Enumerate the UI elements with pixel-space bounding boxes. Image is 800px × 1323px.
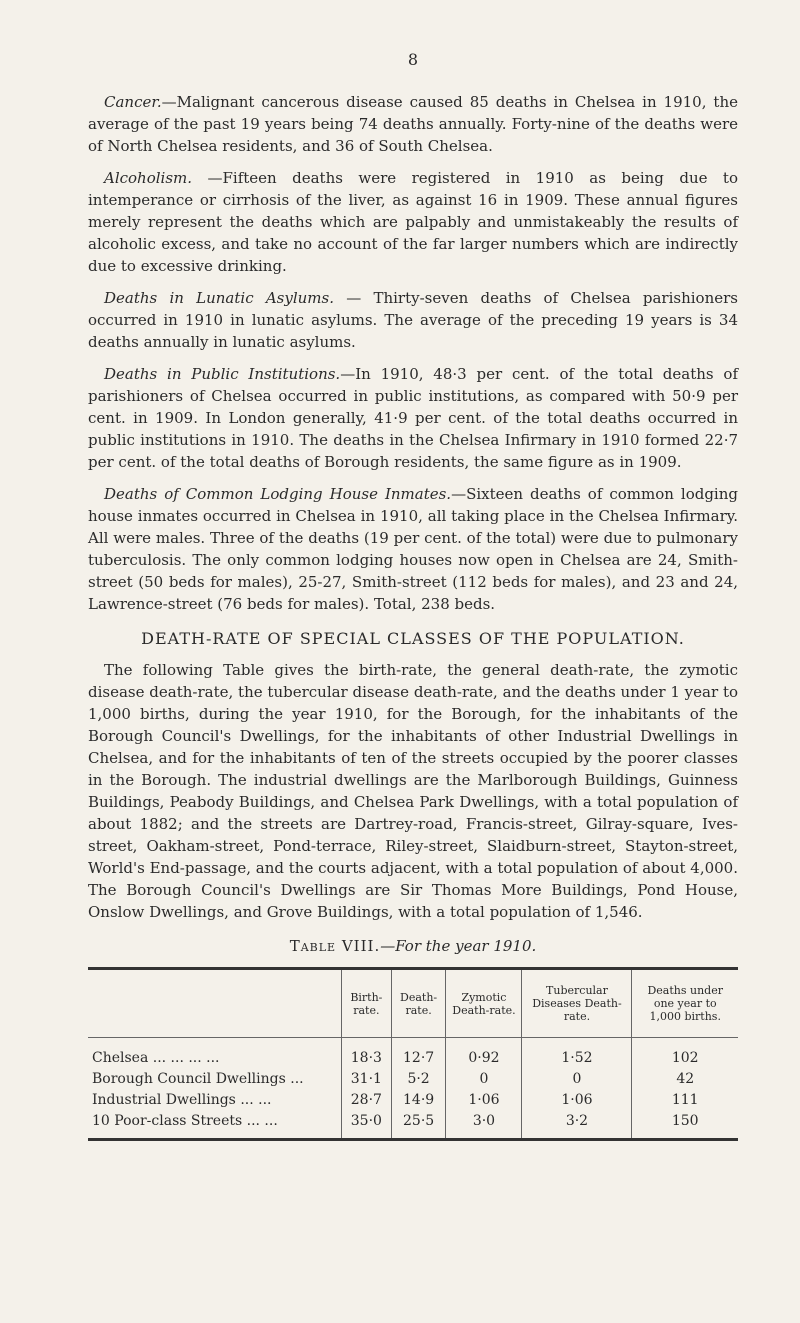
cell-tubercular: 1·06 — [522, 1090, 632, 1111]
table-caption — [88, 937, 738, 955]
cell-infant-deaths: 102 — [632, 1038, 738, 1070]
cell-infant-deaths: 111 — [632, 1090, 738, 1111]
paragraph-lead: Deaths in Lunatic Asylums. — [104, 289, 334, 307]
cell-infant-deaths: 42 — [632, 1069, 738, 1090]
table-row — [88, 1090, 738, 1111]
section-heading: DEATH-RATE OF SPECIAL CLASSES OF THE POPULATION. — [141, 629, 685, 648]
cell-zymotic: 1·06 — [446, 1090, 522, 1111]
death-rate-table — [88, 967, 738, 1141]
row-label: Industrial Dwellings ... ... — [92, 1092, 272, 1108]
paragraph-lead: Deaths in Public Institutions. — [104, 365, 341, 383]
header-zymotic-death-rate: Zymotic Death-rate. — [446, 969, 522, 1038]
paragraph-lodging-houses — [88, 483, 738, 615]
row-label: Chelsea ... ... ... ... — [92, 1050, 220, 1066]
header-tubercular-death-rate: Tubercular Diseases Death-rate. — [522, 969, 632, 1038]
header-birth-rate: Birth-rate. — [342, 969, 392, 1038]
paragraph-text: —Malignant cancerous disease caused 85 deaths in Chelsea in 1910, the average of the past 19 years being 74 deaths annually. Forty-nine of the deaths were of North Chelsea residents, and 36 of South Chelsea. — [88, 93, 738, 155]
paragraph-text: —Sixteen deaths of common lodging house inmates occurred in Chelsea in 1910, all taking place in the Chelsea Infirmary. All were males. Three of the deaths (19 per cent. of the total) were due to pulmonary tuberculosis. The only common lodging houses now open in Chelsea are 24, Smith-street (50 beds for males), 25-27, Smith-street (112 beds for males), and 23 and 24, Lawrence-street (76 beds for males). Total, 238 beds. — [88, 485, 738, 613]
paragraph-text: —In 1910, 48·3 per cent. of the total deaths of parishioners of Chelsea occurred in public institutions, as compared with 50·9 per cent. in 1909. In London generally, 41·9 per cent. of the total deaths occurred in public institutions in 1910. The deaths in the Chelsea Infirmary in 1910 formed 22·7 per cent. of the total deaths of Borough residents, the same figure as in 1909. — [88, 365, 738, 471]
header-infant-deaths: Deaths under one year to 1,000 births. — [632, 969, 738, 1038]
cell-death-rate: 12·7 — [391, 1038, 446, 1070]
paragraph-lead: Cancer. — [104, 93, 162, 111]
paragraph-alcoholism — [88, 167, 738, 277]
cell-tubercular: 3·2 — [522, 1111, 632, 1140]
table-row — [88, 1069, 738, 1090]
row-label: Borough Council Dwellings ... — [92, 1071, 304, 1087]
cell-birth-rate: 18·3 — [342, 1038, 392, 1070]
cell-birth-rate: 35·0 — [342, 1111, 392, 1140]
paragraph-text: —Fifteen deaths were registered in 1910 as being due to intemperance or cirrhosis of the liver, as against 16 in 1909. These annual figures merely represent the deaths which are palpably and unmistakeably the results of alcoholic excess, and take no account of the far larger numbers which are indirectly due to excessive drinking. — [88, 169, 738, 275]
paragraph-lunatic-asylums — [88, 287, 738, 353]
paragraph-text: — Thirty-seven deaths of Chelsea parishioners occurred in 1910 in lunatic asylums. The average of the preceding 19 years is 34 deaths annually in lunatic asylums. — [88, 289, 738, 351]
table-caption-label: Table VIII. — [289, 937, 381, 955]
cell-death-rate: 25·5 — [391, 1111, 446, 1140]
row-label: 10 Poor-class Streets ... ... — [92, 1113, 278, 1129]
cell-zymotic: 0 — [446, 1069, 522, 1090]
cell-tubercular: 1·52 — [522, 1038, 632, 1070]
cell-zymotic: 0·92 — [446, 1038, 522, 1070]
cell-infant-deaths: 150 — [632, 1111, 738, 1140]
section-paragraph: The following Table gives the birth-rate, the general death-rate, the zymotic disease death-rate, the tubercular disease death-rate, and the deaths under 1 year to 1,000 births, during the year 1910, for the Borough, for the inhabitants of the Borough Council's Dwellings, for the inhabitants of other Industrial Dwellings in Chelsea, and for the inhabitants of ten of the streets occupied by the poorer classes in the Borough. The industrial dwellings are the Marlborough Buildings, Guinness Buildings, Peabody Buildings, and Chelsea Park Dwellings, with a total population of about 1882; and the streets are Dartrey-road, Francis-street, Gilray-square, Ives-street, Oakham-street, Pond-terrace, Riley-street, Slaidburn-street, Stayton-street, World's End-passage, and the courts adjacent, with a total population of about 4,000. The Borough Council's Dwellings are Sir Thomas More Buildings, Pond House, Onslow Dwellings, and Grove Buildings, with a total population of 1,546. — [88, 661, 738, 921]
page-number: 8 — [407, 50, 419, 69]
table-row — [88, 1111, 738, 1140]
paragraph-lead: Deaths of Common Lodging House Inmates. — [104, 485, 452, 503]
table-caption-title: —For the year 1910. — [380, 937, 537, 955]
document-page — [88, 50, 738, 1141]
paragraph-lead: Alcoholism. — [104, 169, 193, 187]
cell-death-rate: 5·2 — [391, 1069, 446, 1090]
cell-zymotic: 3·0 — [446, 1111, 522, 1140]
cell-birth-rate: 28·7 — [342, 1090, 392, 1111]
paragraph-public-institutions — [88, 363, 738, 473]
table-header-blank — [88, 969, 342, 1038]
cell-tubercular: 0 — [522, 1069, 632, 1090]
header-death-rate: Death-rate. — [391, 969, 446, 1038]
table-row — [88, 1038, 738, 1070]
table-header-row — [88, 969, 738, 1038]
cell-death-rate: 14·9 — [391, 1090, 446, 1111]
paragraph-cancer — [88, 91, 738, 157]
cell-birth-rate: 31·1 — [342, 1069, 392, 1090]
